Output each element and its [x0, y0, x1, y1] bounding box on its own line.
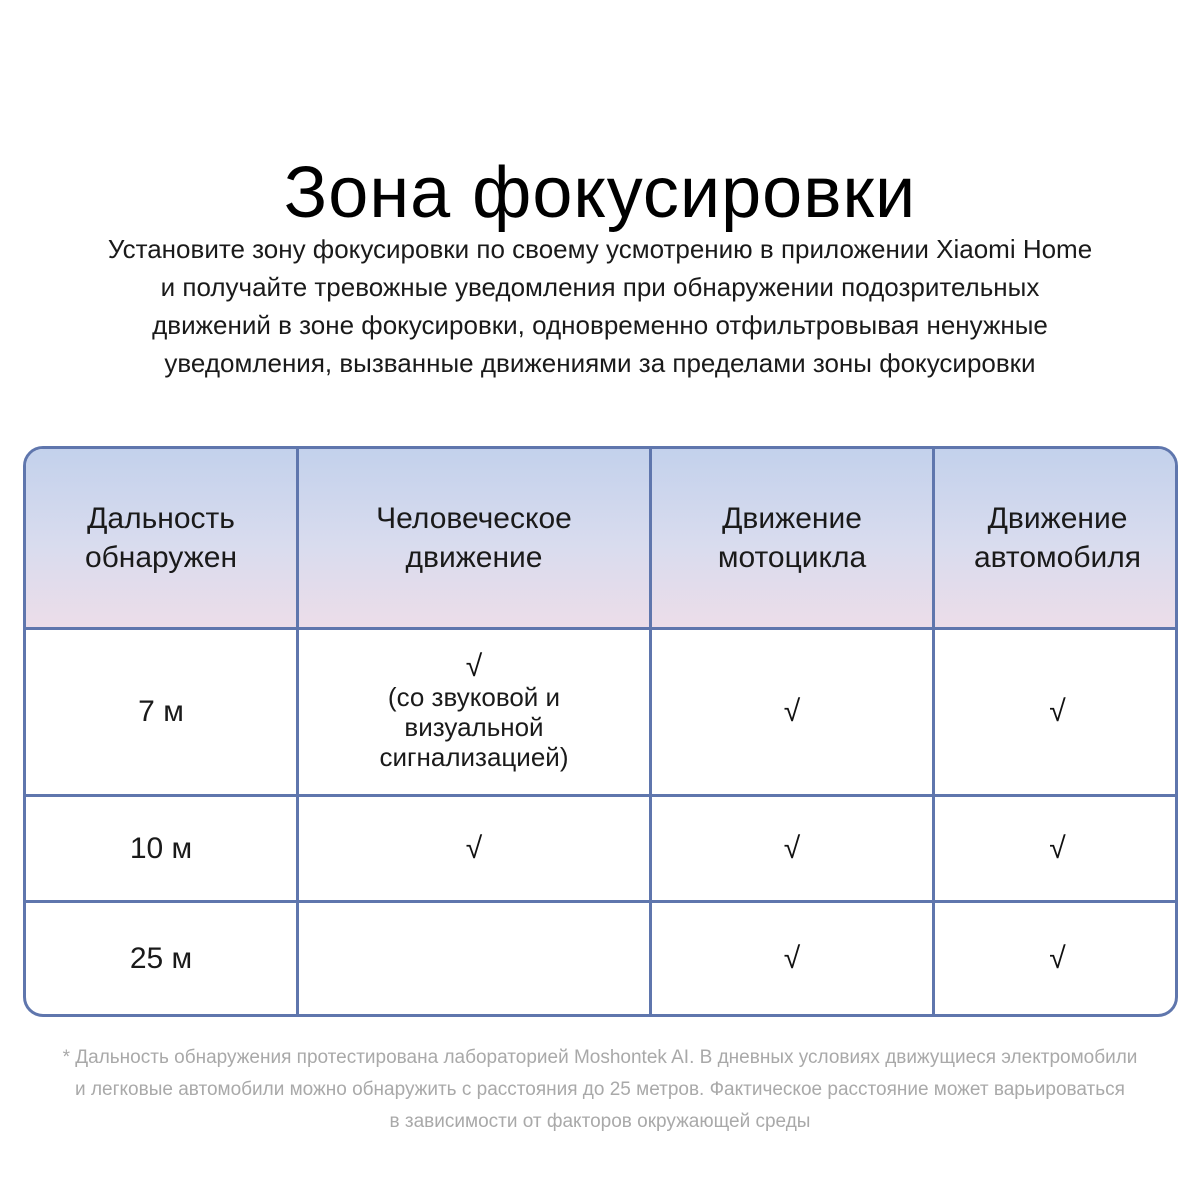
motorcycle-motion-cell: √: [651, 795, 934, 902]
header-line: Человеческое: [376, 502, 572, 535]
detection-table: [23, 446, 1178, 1017]
range-cell: 25 м: [26, 902, 298, 1014]
footnote-line: и легковые автомобили можно обнаружить с расстояния до 25 метров. Фактическое расстояние может варьироваться: [75, 1079, 1125, 1100]
description-line: движений в зоне фокусировки, одновременно отфильтровывая ненужные: [152, 310, 1048, 340]
car-motion-cell: √: [934, 902, 1179, 1014]
header-line: Движение: [722, 502, 862, 535]
motorcycle-motion-cell: √: [651, 902, 934, 1014]
header-line: Дальность: [87, 502, 235, 535]
description-line: и получайте тревожные уведомления при обнаружении подозрительных: [160, 272, 1040, 302]
detection-table-grid: [26, 449, 1178, 1014]
human-note-line: (со звуковой и: [387, 681, 561, 712]
header-line: Движение: [987, 502, 1128, 535]
footnote-line: в зависимости от факторов окружающей среды: [389, 1111, 811, 1132]
header-line: обнаружен: [84, 541, 238, 574]
human-motion-cell: [298, 629, 651, 796]
header-motorcycle-motion: [651, 449, 934, 629]
human-note-line: сигнализацией): [379, 741, 569, 772]
car-motion-cell: √: [934, 795, 1179, 902]
table-header-row: [26, 449, 1178, 629]
car-motion-cell: √: [934, 629, 1179, 796]
description-line: уведомления, вызванные движениями за пределами зоны фокусировки: [164, 348, 1036, 378]
human-motion-cell: [298, 902, 651, 1014]
header-car-motion: [934, 449, 1179, 629]
header-line: движение: [405, 541, 543, 574]
description-line: Установите зону фокусировки по своему усмотрению в приложении Xiaomi Home: [107, 234, 1093, 264]
table-row: [26, 902, 1178, 1014]
motorcycle-motion-cell: √: [651, 629, 934, 796]
table-row: [26, 629, 1178, 796]
range-cell: 7 м: [26, 629, 298, 796]
footnote: [30, 1042, 1170, 1138]
check-mark: √: [465, 649, 483, 683]
header-human-motion: [298, 449, 651, 629]
description: [40, 230, 1160, 382]
human-motion-cell: √: [298, 795, 651, 902]
human-note-line: визуальной: [404, 711, 544, 742]
footnote-line: * Дальность обнаружения протестирована лабораторией Moshontek AI. В дневных условиях движущиеся электромобили: [62, 1047, 1138, 1068]
page-title: Зона фокусировки: [283, 153, 917, 234]
header-line: мотоцикла: [717, 541, 867, 574]
header-line: автомобиля: [973, 541, 1142, 574]
table-row: [26, 795, 1178, 902]
range-cell: 10 м: [26, 795, 298, 902]
header-detection-range: [26, 449, 298, 629]
